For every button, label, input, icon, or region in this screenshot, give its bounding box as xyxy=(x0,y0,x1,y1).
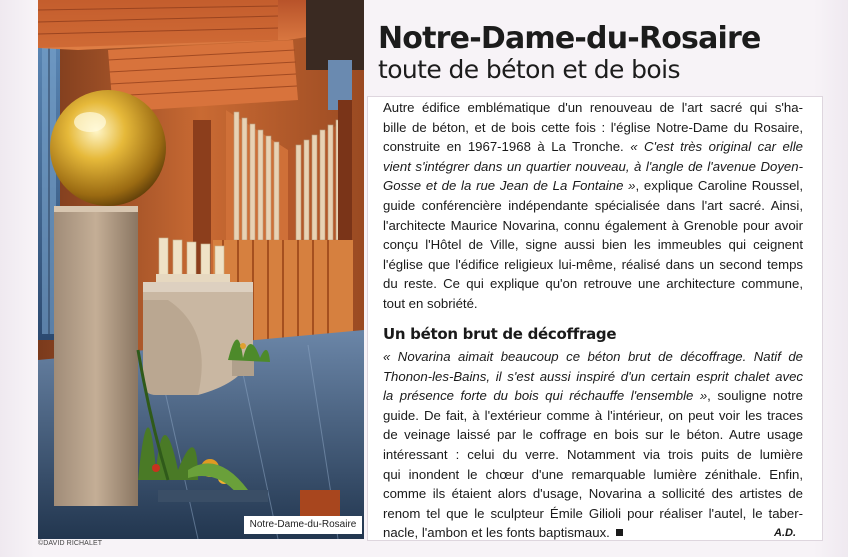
author-signature: A.D. xyxy=(774,527,796,539)
article-header xyxy=(378,22,818,84)
plain-text: intéressant : celui du verre. Notamment via trois puits de lumière xyxy=(383,446,803,462)
plain-text: , souligne notre xyxy=(707,388,803,404)
text-line xyxy=(383,484,803,504)
text-line xyxy=(383,406,803,426)
text-line xyxy=(383,274,803,294)
section-paragraph xyxy=(383,347,803,543)
plain-text: tout en sobriété. xyxy=(383,295,478,311)
article-subtitle: toute de béton et de bois xyxy=(378,55,680,84)
plain-text: nacle, l'ambon et les fonts baptismaux. xyxy=(383,525,610,541)
quote-text: « C'est très original car elle xyxy=(630,139,803,155)
text-line xyxy=(383,235,803,255)
text-line xyxy=(383,294,803,314)
section-heading: Un béton brut de décoffrage xyxy=(383,325,617,343)
plain-text: bille de béton, et de bois cette fois : l'église Notre-Dame du Rosaire, xyxy=(383,119,803,135)
text-line xyxy=(383,196,803,216)
text-line xyxy=(383,118,803,138)
end-of-article-square-icon xyxy=(616,529,623,536)
text-line xyxy=(383,98,803,118)
quote-text: Gosse et de la rue Jean de La Fontaine » xyxy=(383,178,636,194)
text-line xyxy=(383,347,803,367)
text-line xyxy=(383,176,803,196)
plain-text: , explique Caroline Roussel, xyxy=(635,178,803,194)
text-line xyxy=(383,367,803,387)
plain-text: guide. De fait, à l'extérieur comme à l'intérieur, on peut voir les traces xyxy=(383,407,803,423)
church-interior-photo xyxy=(38,0,364,539)
plain-text: comme ils étaient alors d'usage, Novarina a sollicité des artistes de xyxy=(383,486,803,502)
church-interior-illustration xyxy=(38,0,364,539)
text-line xyxy=(383,523,803,543)
article-intro-paragraph xyxy=(383,98,803,314)
plain-text: de veinage laissé par le coffrage en bois sur le béton. Autre usage xyxy=(383,427,803,443)
article-title: Notre-Dame-du-Rosaire xyxy=(378,21,761,56)
plain-text: l'architecte Maurice Novarina, connu également à Grenoble pour avoir xyxy=(383,217,803,233)
plain-text: conçu l'Hôtel de Ville, signe aussi bien les immeubles qui ceignent xyxy=(383,237,803,253)
quote-text: Thonon-les-Bains, il s'est aussi inspiré d'un certain esprit chalet avec xyxy=(383,368,803,384)
text-line xyxy=(383,255,803,275)
plain-text: construite en 1967-1968 à La Tronche. xyxy=(383,139,631,155)
text-line xyxy=(383,157,803,177)
quote-text: « Novarina aimait beaucoup ce béton brut de décoffrage. Natif de xyxy=(383,349,803,364)
text-line xyxy=(383,504,803,524)
text-line xyxy=(383,425,803,445)
plain-text: Autre édifice emblématique d'un renouveau de l'art sacré qui s'ha- xyxy=(383,100,803,115)
photo-caption: Notre-Dame-du-Rosaire xyxy=(244,516,362,534)
quote-text: vient s'intégrer dans un quartier nouveau, à l'angle de l'avenue Doyen- xyxy=(383,158,803,174)
text-line xyxy=(383,137,803,157)
plain-text: qui inondent le chœur d'une remarquable lumière zénithale. Enfin, xyxy=(383,466,803,482)
text-line xyxy=(383,465,803,485)
photo-credit: ©DAVID RICHALET xyxy=(38,540,103,547)
quote-text: la présence forte du bois qui réchauffe l'ensemble » xyxy=(383,388,708,404)
plain-text: renom tel que le sculpteur Émile Gilioli pour réaliser l'autel, le taber- xyxy=(383,505,803,521)
plain-text: du reste. Ce qui explique qu'on retrouve une architecture commune, xyxy=(383,276,803,292)
plain-text: l'église que l'édifice religieux lui-même, réalisé dans un second temps xyxy=(383,256,803,272)
text-line xyxy=(383,216,803,236)
text-line xyxy=(383,445,803,465)
plain-text: guide conférencière indépendante spécialisée dans l'art sacré. Ainsi, xyxy=(383,197,803,213)
text-line xyxy=(383,386,803,406)
